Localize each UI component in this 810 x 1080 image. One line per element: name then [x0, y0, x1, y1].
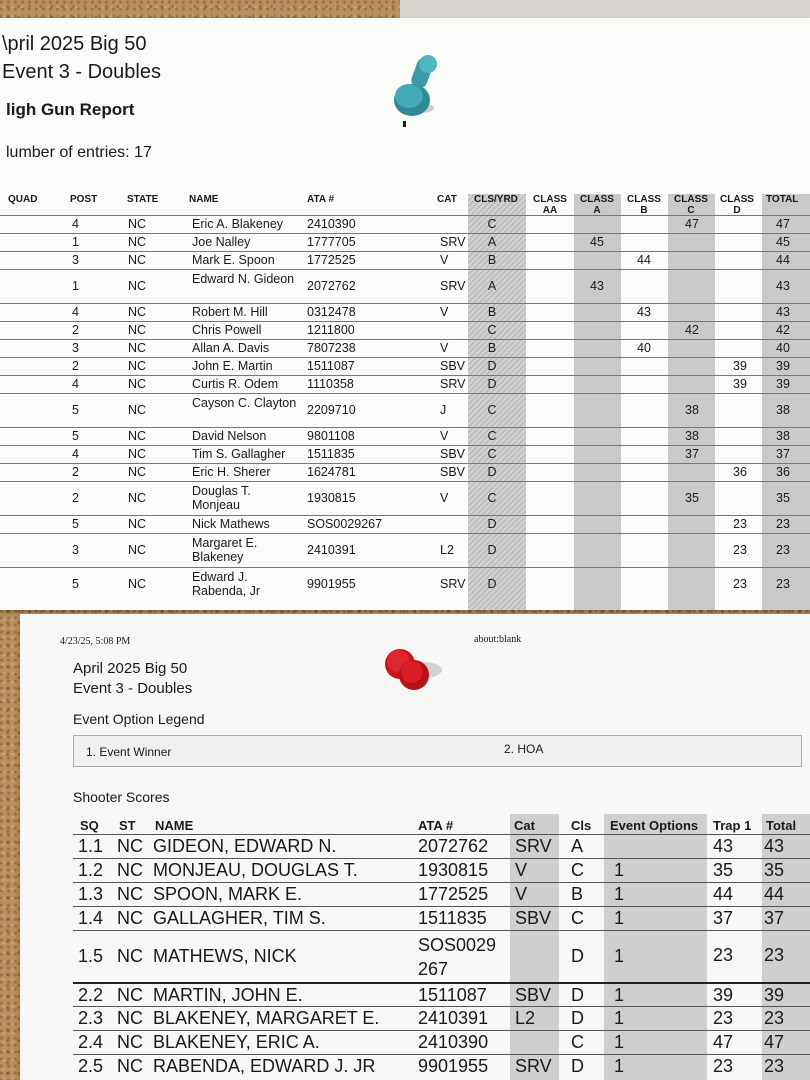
- cell-c: 47: [685, 217, 699, 231]
- cell-total: 44: [776, 253, 790, 267]
- cell-cls: D: [487, 517, 497, 531]
- header-class-aa: CLASS AA: [533, 194, 567, 216]
- event-option-legend: [73, 735, 802, 767]
- score-cell-st: NC: [117, 1056, 143, 1076]
- score-cell-st: NC: [117, 884, 143, 904]
- score-cell-trap1: 44: [713, 884, 734, 904]
- cell-total: 47: [776, 217, 790, 231]
- score-cell-ata: 1511835: [418, 908, 487, 928]
- shooter-scores-title: Shooter Scores: [73, 789, 170, 805]
- entries-count: lumber of entries: 17: [6, 144, 152, 161]
- print-url: about:blank: [474, 634, 522, 645]
- score-row: [73, 1054, 810, 1079]
- header-st: ST: [119, 818, 136, 833]
- score-cell-name: MONJEAU, DOUGLAS T.: [153, 860, 358, 880]
- cell-b: 43: [637, 305, 651, 319]
- header-total: TOTAL: [766, 194, 799, 205]
- cell-total: 43: [776, 279, 790, 293]
- score-cell-cat: SBV: [515, 985, 552, 1005]
- score-cell-ata: 2410390: [418, 1032, 489, 1052]
- cell-post: 2: [72, 323, 79, 337]
- cell-cls: D: [487, 465, 497, 479]
- score-cell-opt: 1: [614, 1056, 625, 1076]
- cell-total: 35: [776, 491, 790, 505]
- score-cell-sq: 1.3: [78, 884, 104, 904]
- print-timestamp: 4/23/25, 5:08 PM: [60, 636, 131, 647]
- cell-post: 2: [72, 491, 79, 505]
- cell-d: 23: [733, 543, 747, 557]
- score-cell-total: 23: [764, 1056, 785, 1076]
- score-cell-ata: 1930815: [418, 860, 489, 880]
- score-cell-name: RABENDA, EDWARD J. JR: [153, 1056, 376, 1076]
- cell-state: NC: [128, 429, 147, 443]
- cell-ata: 1772525: [307, 253, 356, 267]
- cell-ata: 1211800: [307, 323, 355, 337]
- score-cell-sq: 1.5: [78, 946, 104, 966]
- cell-post: 3: [72, 543, 79, 557]
- score-cell-total: 35: [764, 860, 785, 880]
- score-row: [73, 1030, 810, 1055]
- report-row: [0, 375, 810, 394]
- cell-state: NC: [128, 217, 147, 231]
- report-title: ligh Gun Report: [6, 100, 135, 119]
- score-cell-sq: 2.5: [78, 1056, 104, 1076]
- cell-name: Nick Mathews: [192, 517, 270, 531]
- report-row: [0, 339, 810, 358]
- score-cell-ata: 2072762: [418, 836, 489, 856]
- cell-c: 38: [685, 429, 699, 443]
- report-row: [0, 321, 810, 340]
- report-row: [0, 269, 810, 304]
- report-row: [0, 533, 810, 568]
- score-cell-cls: A: [571, 836, 584, 856]
- header-post: POST: [70, 194, 98, 205]
- cell-state: NC: [128, 447, 147, 461]
- header-class-b: CLASS B: [627, 194, 661, 216]
- cell-ata: 1511835: [307, 447, 355, 461]
- cell-name: Tim S. Gallagher: [192, 447, 286, 461]
- score-cell-total: 44: [764, 884, 785, 904]
- score-cell-cat: L2: [515, 1008, 536, 1028]
- score-cell-name: SPOON, MARK E.: [153, 884, 303, 904]
- cell-total: 39: [776, 377, 790, 391]
- cell-cat: SRV: [440, 377, 466, 391]
- score-cell-cls: D: [571, 1056, 584, 1076]
- cell-post: 1: [72, 279, 79, 293]
- cell-cls: A: [487, 235, 497, 249]
- cell-cat: L2: [440, 543, 454, 557]
- cell-name: Eric H. Sherer: [192, 465, 271, 479]
- score-cell-ata: 1772525: [418, 884, 489, 904]
- cell-post: 1: [72, 235, 79, 249]
- cell-state: NC: [128, 491, 147, 505]
- cell-name: Mark E. Spoon: [192, 253, 275, 267]
- cell-cls: D: [487, 577, 497, 591]
- event-title-2: April 2025 Big 50: [73, 660, 188, 677]
- score-row: [73, 906, 810, 931]
- score-cell-sq: 1.2: [78, 860, 104, 880]
- cell-total: 42: [776, 323, 790, 337]
- cell-total: 40: [776, 341, 790, 355]
- cell-post: 4: [72, 377, 79, 391]
- cell-cat: SBV: [440, 447, 466, 461]
- cell-post: 3: [72, 341, 79, 355]
- cell-ata: SOS0029267: [307, 517, 383, 531]
- cell-cls: D: [487, 543, 497, 557]
- header-state: STATE: [127, 194, 159, 205]
- score-cell-opt: 1: [614, 1032, 625, 1052]
- score-cell-cat: SBV: [515, 908, 552, 928]
- header-cat-2: Cat: [514, 818, 535, 833]
- cell-cat: SBV: [440, 465, 466, 479]
- score-cell-name: BLAKENEY, ERIC A.: [153, 1032, 320, 1052]
- score-cell-opt: 1: [614, 1008, 625, 1028]
- cell-post: 3: [72, 253, 79, 267]
- score-cell-st: NC: [117, 1032, 143, 1052]
- cell-state: NC: [128, 359, 147, 373]
- score-cell-opt: 1: [614, 908, 625, 928]
- cell-ata: 2410390: [307, 217, 356, 231]
- cell-state: NC: [128, 577, 147, 591]
- cell-total: 23: [776, 543, 790, 557]
- cell-cls: D: [487, 359, 497, 373]
- cell-state: NC: [128, 465, 147, 479]
- cell-cls: B: [487, 341, 497, 355]
- cell-ata: 2072762: [307, 279, 356, 293]
- cell-cls: C: [487, 323, 497, 337]
- report-row: [0, 463, 810, 482]
- cell-ata: 1624781: [307, 465, 356, 479]
- cell-ata: 7807238: [307, 341, 356, 355]
- cell-d: 36: [733, 465, 747, 479]
- cell-state: NC: [128, 235, 147, 249]
- cell-cls: D: [487, 377, 497, 391]
- legend-event-winner: 1. Event Winner: [86, 745, 172, 759]
- score-row: [73, 930, 810, 983]
- header-name-2: NAME: [155, 818, 194, 833]
- score-cell-cls: D: [571, 985, 584, 1005]
- score-cell-cat: SRV: [515, 1056, 552, 1076]
- header-ata: ATA #: [307, 194, 335, 205]
- score-cell-opt: 1: [614, 985, 625, 1005]
- cell-total: 36: [776, 465, 790, 479]
- cell-post: 5: [72, 577, 79, 591]
- cell-ata: 9901955: [307, 577, 356, 591]
- cell-name: Allan A. Davis: [192, 341, 270, 355]
- cell-b: 40: [637, 341, 651, 355]
- score-cell-trap1: 37: [713, 908, 734, 928]
- score-cell-total: 39: [764, 985, 785, 1005]
- header-class-d: CLASS D: [720, 194, 754, 216]
- cell-post: 5: [72, 517, 79, 531]
- cell-cat: SRV: [440, 235, 466, 249]
- legend-hoa: 2. HOA: [504, 742, 544, 756]
- cell-name: Douglas T. Monjeau: [192, 484, 251, 512]
- cell-ata: 1511087: [307, 359, 355, 373]
- score-cell-st: NC: [117, 836, 143, 856]
- cell-b: 44: [637, 253, 651, 267]
- score-cell-cls: C: [571, 1032, 584, 1052]
- score-cell-name: BLAKENEY, MARGARET E.: [153, 1008, 380, 1028]
- cell-ata: 9801108: [307, 429, 355, 443]
- cell-cls: C: [487, 429, 497, 443]
- header-event-options: Event Options: [610, 818, 699, 833]
- cell-total: 45: [776, 235, 790, 249]
- score-cell-ata: 9901955: [418, 1056, 489, 1076]
- score-cell-total: 23: [764, 945, 785, 965]
- event-subtitle: Event 3 - Doubles: [2, 61, 161, 83]
- report-row: [0, 393, 810, 428]
- cell-total: 39: [776, 359, 790, 373]
- cell-state: NC: [128, 543, 147, 557]
- cell-name: Curtis R. Odem: [192, 377, 279, 391]
- report-row: [0, 215, 810, 234]
- score-row: [73, 1006, 810, 1031]
- cell-a: 45: [590, 235, 604, 249]
- cell-cls: C: [487, 447, 497, 461]
- cell-state: NC: [128, 377, 147, 391]
- cell-post: 2: [72, 465, 79, 479]
- score-cell-sq: 2.4: [78, 1032, 104, 1052]
- cell-cat: V: [440, 305, 449, 319]
- score-cell-opt: 1: [614, 860, 625, 880]
- cell-c: 42: [685, 323, 699, 337]
- cell-post: 4: [72, 447, 79, 461]
- cell-cls: B: [487, 305, 497, 319]
- cell-cat: V: [440, 429, 449, 443]
- cell-ata: 2410391: [307, 543, 356, 557]
- cell-cls: C: [487, 491, 497, 505]
- cell-cls: C: [487, 403, 497, 417]
- score-cell-trap1: 47: [713, 1032, 734, 1052]
- score-cell-cls: B: [571, 884, 584, 904]
- score-cell-trap1: 35: [713, 860, 734, 880]
- score-cell-opt: 1: [614, 946, 625, 966]
- report-row: [0, 481, 810, 516]
- score-cell-sq: 2.2: [78, 985, 104, 1005]
- score-cell-name: MATHEWS, NICK: [153, 946, 297, 966]
- cell-name: Joe Nalley: [192, 235, 251, 249]
- cell-total: 23: [776, 517, 790, 531]
- red-pushpin-icon: [380, 644, 450, 704]
- score-cell-name: GALLAGHER, TIM S.: [153, 908, 326, 928]
- score-cell-st: NC: [117, 946, 143, 966]
- header-cat: CAT: [437, 194, 457, 205]
- score-cell-st: NC: [117, 985, 143, 1005]
- header-ata-2: ATA #: [418, 818, 454, 833]
- teal-pushpin-icon: [384, 48, 444, 128]
- cell-d: 23: [733, 517, 747, 531]
- score-cell-name: MARTIN, JOHN E.: [153, 985, 303, 1005]
- cell-name: Chris Powell: [192, 323, 262, 337]
- cell-cat: SBV: [440, 359, 466, 373]
- score-row: [73, 834, 810, 859]
- cell-post: 2: [72, 359, 79, 373]
- score-cell-cls: C: [571, 908, 584, 928]
- cell-state: NC: [128, 253, 147, 267]
- score-cell-cls: D: [571, 1008, 584, 1028]
- header-trap1: Trap 1: [713, 818, 752, 833]
- cell-name: Robert M. Hill: [192, 305, 268, 319]
- cell-name: John E. Martin: [192, 359, 273, 373]
- score-cell-ata: 1511087: [418, 985, 487, 1005]
- score-cell-sq: 1.1: [78, 836, 104, 856]
- score-cell-sq: 1.4: [78, 908, 104, 928]
- report-row: [0, 515, 810, 534]
- report-row: [0, 445, 810, 464]
- score-cell-st: NC: [117, 1008, 143, 1028]
- score-cell-total: 23: [764, 1008, 785, 1028]
- score-cell-total: 43: [764, 836, 785, 856]
- score-cell-trap1: 23: [713, 1008, 734, 1028]
- legend-title: Event Option Legend: [73, 711, 205, 727]
- score-cell-trap1: 39: [713, 985, 734, 1005]
- cell-total: 38: [776, 429, 790, 443]
- cell-ata: 1110358: [307, 377, 354, 391]
- cell-cat: V: [440, 341, 449, 355]
- header-cls-2: Cls: [571, 818, 592, 833]
- header-total-2: Total: [766, 818, 797, 833]
- cell-c: 38: [685, 403, 699, 417]
- report-row: [0, 233, 810, 252]
- cell-post: 4: [72, 305, 79, 319]
- event-subtitle-2: Event 3 - Doubles: [73, 680, 193, 697]
- score-row: [73, 882, 810, 907]
- header-cls-yrd: CLS/YRD: [474, 194, 518, 205]
- cell-ata: 1930815: [307, 491, 356, 505]
- cell-cls: C: [487, 217, 497, 231]
- cell-ata: 0312478: [307, 305, 356, 319]
- report-row: [0, 427, 810, 446]
- score-cell-ata: SOS0029 267: [418, 935, 497, 979]
- score-cell-cat: V: [515, 884, 528, 904]
- score-row: [73, 982, 810, 1008]
- cell-name: Edward J. Rabenda, Jr: [192, 570, 261, 598]
- score-cell-cat: SRV: [515, 836, 552, 856]
- report-row: [0, 357, 810, 376]
- cell-state: NC: [128, 323, 147, 337]
- score-cell-total: 47: [764, 1032, 785, 1052]
- cell-total: 38: [776, 403, 790, 417]
- cell-cat: V: [440, 491, 449, 505]
- score-cell-trap1: 23: [713, 945, 734, 965]
- report-row: [0, 303, 810, 322]
- cell-ata: 2209710: [307, 403, 356, 417]
- cell-state: NC: [128, 279, 147, 293]
- cell-ata: 1777705: [307, 235, 356, 249]
- score-cell-name: GIDEON, EDWARD N.: [153, 836, 337, 856]
- header-quad: QUAD: [8, 194, 38, 205]
- cell-total: 37: [776, 447, 790, 461]
- header-sq: SQ: [80, 818, 99, 833]
- report-row: [0, 567, 810, 602]
- cell-name: David Nelson: [192, 429, 267, 443]
- cell-state: NC: [128, 403, 147, 417]
- cell-post: 5: [72, 429, 79, 443]
- cell-state: NC: [128, 341, 147, 355]
- cell-total: 43: [776, 305, 790, 319]
- header-class-a: CLASS A: [580, 194, 614, 216]
- header-class-c: CLASS C: [674, 194, 708, 216]
- score-cell-cls: C: [571, 860, 584, 880]
- cell-post: 5: [72, 403, 79, 417]
- cell-name: Cayson C. Clayton: [192, 396, 297, 410]
- score-cell-trap1: 23: [713, 1056, 734, 1076]
- cell-c: 35: [685, 491, 699, 505]
- cell-cat: V: [440, 253, 449, 267]
- cell-d: 23: [733, 577, 747, 591]
- cell-name: Margaret E. Blakeney: [192, 536, 258, 564]
- cell-cat: SRV: [440, 577, 466, 591]
- cell-state: NC: [128, 517, 147, 531]
- score-cell-opt: 1: [614, 884, 625, 904]
- header-name: NAME: [189, 194, 219, 205]
- event-title: \pril 2025 Big 50: [2, 33, 147, 55]
- cell-cat: J: [440, 403, 447, 417]
- cell-d: 39: [733, 359, 747, 373]
- score-cell-trap1: 43: [713, 836, 734, 856]
- cell-state: NC: [128, 305, 147, 319]
- cell-cls: B: [487, 253, 497, 267]
- cell-c: 37: [685, 447, 699, 461]
- cell-total: 23: [776, 577, 790, 591]
- score-cell-cat: V: [515, 860, 528, 880]
- cell-a: 43: [590, 279, 604, 293]
- cell-d: 39: [733, 377, 747, 391]
- score-cell-ata: 2410391: [418, 1008, 489, 1028]
- score-row: [73, 858, 810, 883]
- report-row: [0, 251, 810, 270]
- score-cell-cls: D: [571, 946, 584, 966]
- score-cell-total: 37: [764, 908, 785, 928]
- score-cell-st: NC: [117, 860, 143, 880]
- score-cell-sq: 2.3: [78, 1008, 104, 1028]
- cell-name: Eric A. Blakeney: [192, 217, 284, 231]
- cell-post: 4: [72, 217, 79, 231]
- cell-cat: SRV: [440, 279, 466, 293]
- cell-cls: A: [487, 279, 497, 293]
- cell-name: Edward N. Gideon: [192, 272, 295, 286]
- score-cell-st: NC: [117, 908, 143, 928]
